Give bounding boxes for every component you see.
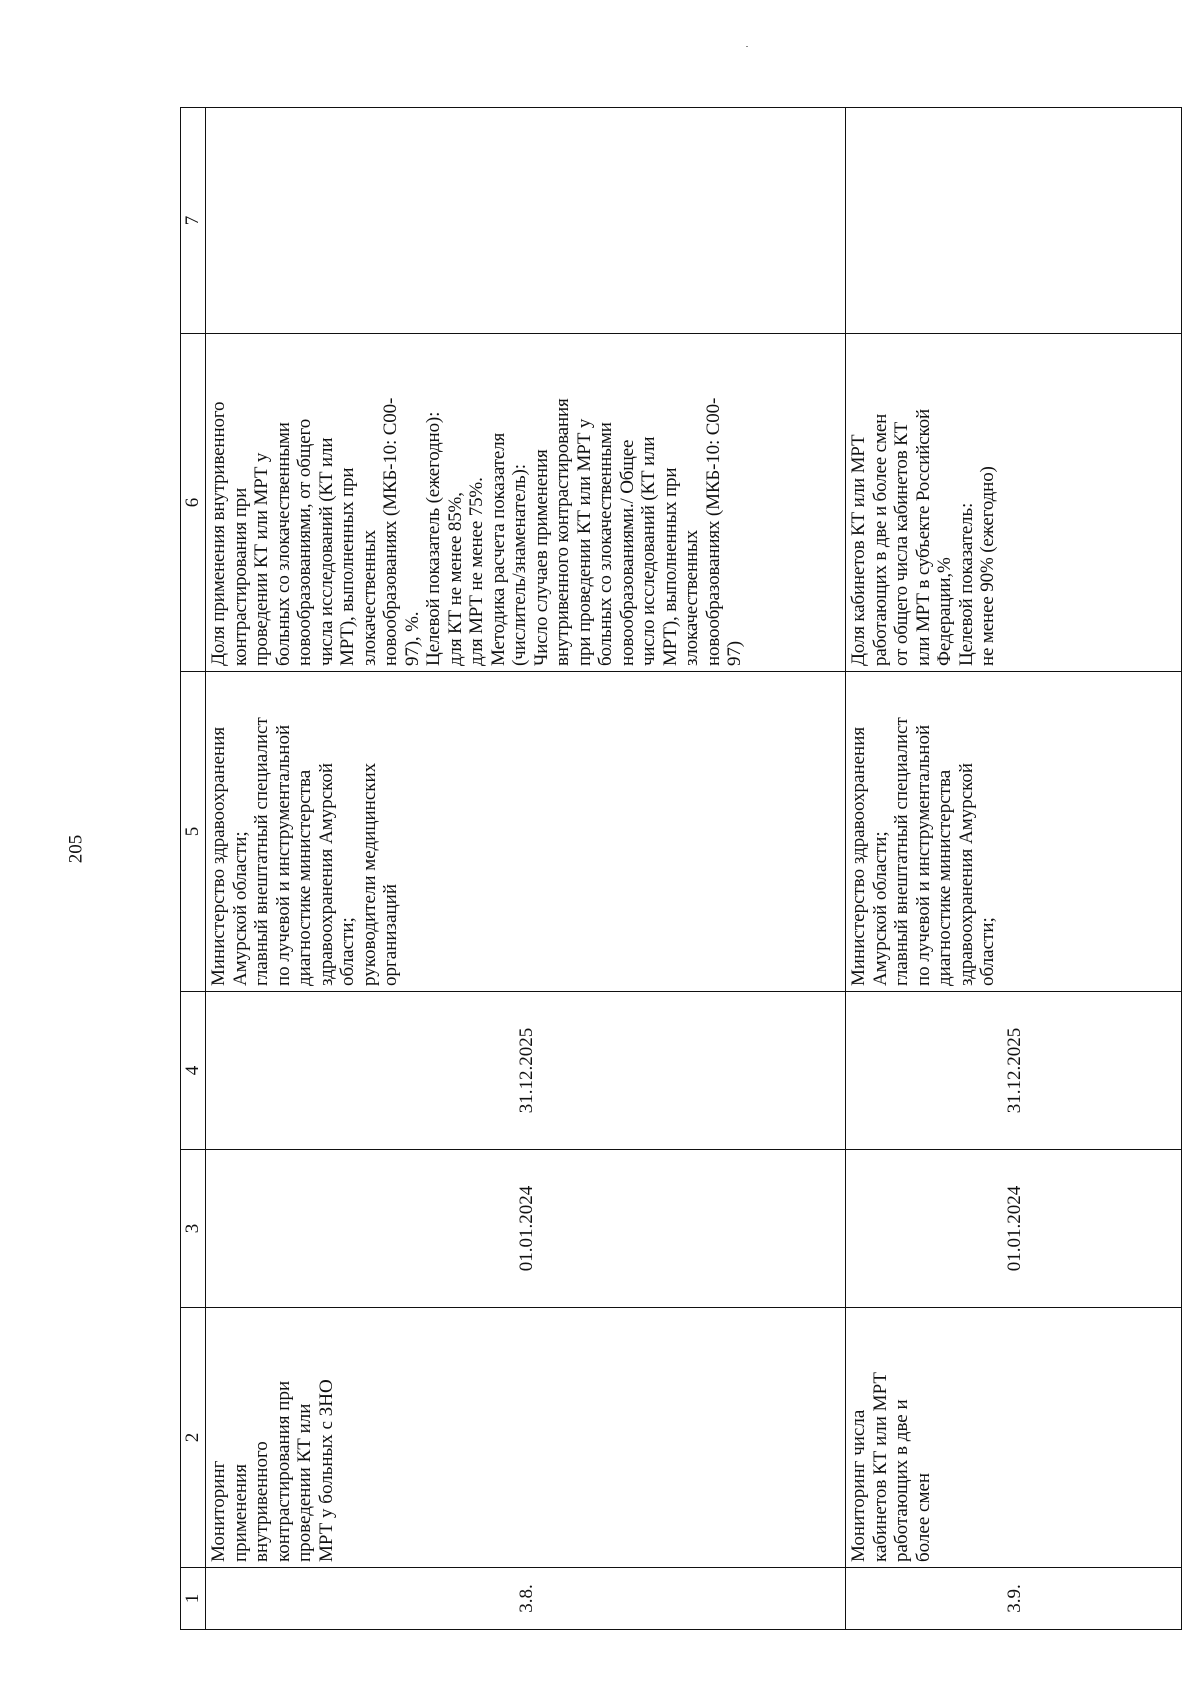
header-col-2: 2 xyxy=(181,1308,206,1568)
row-number: 3.8. xyxy=(206,1568,846,1630)
header-row xyxy=(181,108,206,1630)
col7-cell xyxy=(846,108,1182,334)
header-col-5: 5 xyxy=(181,672,206,992)
table-row xyxy=(206,108,846,1630)
header-col-4: 4 xyxy=(181,992,206,1150)
indicator-cell xyxy=(206,334,846,672)
event-cell xyxy=(206,1308,846,1568)
responsible-text: Министерство здравоохранения Амурской области; главный внештатный специалист по лучевой и инструментальной диагностике министерства здравоохранения Амурской области; руководители медицинских организаций xyxy=(208,717,401,986)
indicator-text: Доля применения внутривенного контрастирования при проведении КТ или МРТ у больных со злокачественными новообразованиями, от общего числа исследований (КТ или МРТ), выполненных при злокачественных новообразованиях (МКБ-10: С00- 97), %. Целевой показатель (ежегодно): для КТ не менее 85%, для МРТ не менее 75%. Методика расчета показателя (числитель/знаменатель): Число случаев применения внутривенного контрастирования при проведении КТ или МРТ у больных со злокачественными новообразованиями./ Общее число исследований (КТ или МРТ), выполненных при злокачественных новообразованиях (МКБ-10: С00- 97) xyxy=(208,397,745,666)
table-container xyxy=(180,108,1182,1630)
start-date: 01.01.2024 xyxy=(846,1150,1182,1308)
col7-cell xyxy=(206,108,846,334)
table-row xyxy=(846,108,1182,1630)
event-cell xyxy=(846,1308,1182,1568)
row-number: 3.9. xyxy=(846,1568,1182,1630)
rotated-table xyxy=(180,108,1182,1630)
end-date: 31.12.2025 xyxy=(206,992,846,1150)
page-number: 205 xyxy=(65,834,87,864)
measures-table xyxy=(180,107,1182,1630)
start-date: 01.01.2024 xyxy=(206,1150,846,1308)
responsible-cell xyxy=(846,672,1182,992)
event-text: Мониторинг применения внутривенного контрастирования при проведении КТ или МРТ у больных с ЗНО xyxy=(208,1379,337,1562)
indicator-text: Доля кабинетов КТ или МРТ работающих в две и более смен от общего числа кабинетов КТ или МРТ в субъекте Российской Федерации,% Целевой показатель: не менее 90% (ежегодно) xyxy=(848,409,998,666)
header-col-7: 7 xyxy=(181,108,206,334)
header-col-6: 6 xyxy=(181,334,206,672)
responsible-cell xyxy=(206,672,846,992)
scan-speck xyxy=(746,46,748,47)
indicator-cell xyxy=(846,334,1182,672)
end-date: 31.12.2025 xyxy=(846,992,1182,1150)
header-col-1: 1 xyxy=(181,1568,206,1630)
responsible-text: Министерство здравоохранения Амурской области; главный внештатный специалист по лучевой и инструментальной диагностике министерства здравоохранения Амурской области; xyxy=(848,717,998,986)
header-col-3: 3 xyxy=(181,1150,206,1308)
event-text: Мониторинг числа кабинетов КТ или МРТ работающих в две и более смен xyxy=(848,1372,934,1562)
